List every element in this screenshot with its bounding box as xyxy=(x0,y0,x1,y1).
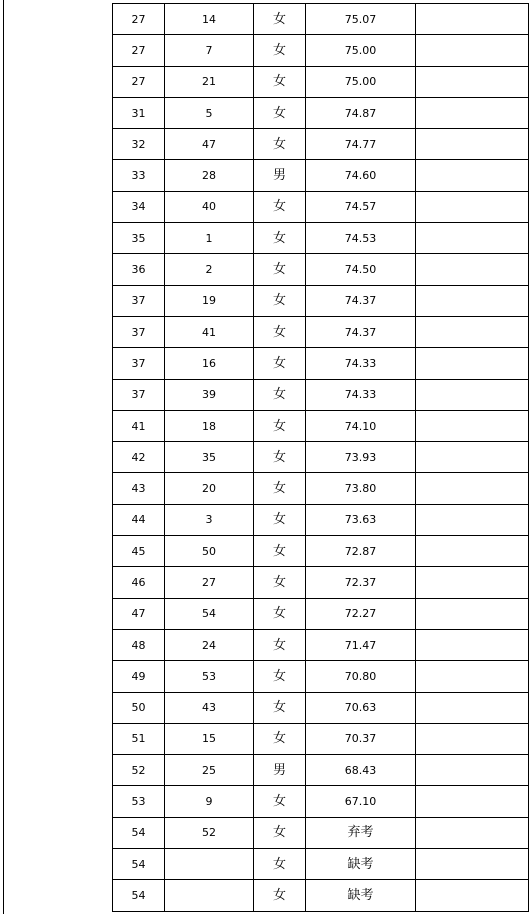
gender-cell: 女 xyxy=(254,598,306,629)
gender-cell: 女 xyxy=(254,723,306,754)
rank-cell: 35 xyxy=(113,223,165,254)
rank-cell: 31 xyxy=(113,97,165,128)
note-cell xyxy=(416,880,529,911)
score-cell: 73.80 xyxy=(306,473,416,504)
score-cell: 74.37 xyxy=(306,316,416,347)
rank-cell: 27 xyxy=(113,66,165,97)
candidate-number-cell: 9 xyxy=(165,786,254,817)
table-row xyxy=(113,254,529,285)
score-cell: 67.10 xyxy=(306,786,416,817)
candidate-number-cell: 27 xyxy=(165,567,254,598)
table-row xyxy=(113,849,529,880)
gender-cell: 女 xyxy=(254,504,306,535)
note-cell xyxy=(416,536,529,567)
note-cell xyxy=(416,849,529,880)
gender-cell: 女 xyxy=(254,536,306,567)
candidate-number-cell: 39 xyxy=(165,379,254,410)
rank-cell: 48 xyxy=(113,629,165,660)
rank-cell: 36 xyxy=(113,254,165,285)
score-cell: 75.07 xyxy=(306,4,416,35)
score-cell: 74.33 xyxy=(306,348,416,379)
score-cell: 72.27 xyxy=(306,598,416,629)
table-row xyxy=(113,473,529,504)
table-row xyxy=(113,536,529,567)
rank-cell: 27 xyxy=(113,35,165,66)
gender-cell: 女 xyxy=(254,661,306,692)
gender-cell: 男 xyxy=(254,160,306,191)
candidate-number-cell: 53 xyxy=(165,661,254,692)
gender-cell: 女 xyxy=(254,817,306,848)
gender-cell: 女 xyxy=(254,379,306,410)
note-cell xyxy=(416,191,529,222)
table-row xyxy=(113,817,529,848)
note-cell xyxy=(416,817,529,848)
results-table-body xyxy=(113,4,529,912)
gender-cell: 女 xyxy=(254,880,306,911)
note-cell xyxy=(416,786,529,817)
rank-cell: 37 xyxy=(113,285,165,316)
table-row xyxy=(113,348,529,379)
note-cell xyxy=(416,473,529,504)
note-cell xyxy=(416,379,529,410)
gender-cell: 女 xyxy=(254,316,306,347)
gender-cell: 女 xyxy=(254,4,306,35)
note-cell xyxy=(416,442,529,473)
candidate-number-cell: 7 xyxy=(165,35,254,66)
table-row xyxy=(113,160,529,191)
candidate-number-cell: 14 xyxy=(165,4,254,35)
table-row xyxy=(113,35,529,66)
score-cell: 74.33 xyxy=(306,379,416,410)
rank-cell: 43 xyxy=(113,473,165,504)
rank-cell: 50 xyxy=(113,692,165,723)
candidate-number-cell: 50 xyxy=(165,536,254,567)
rank-cell: 54 xyxy=(113,880,165,911)
table-row xyxy=(113,97,529,128)
table-row xyxy=(113,504,529,535)
gender-cell: 女 xyxy=(254,410,306,441)
table-row xyxy=(113,692,529,723)
score-cell: 75.00 xyxy=(306,66,416,97)
note-cell xyxy=(416,285,529,316)
rank-cell: 44 xyxy=(113,504,165,535)
candidate-number-cell: 47 xyxy=(165,129,254,160)
candidate-number-cell: 2 xyxy=(165,254,254,285)
table-row xyxy=(113,661,529,692)
candidate-number-cell: 35 xyxy=(165,442,254,473)
score-cell: 68.43 xyxy=(306,755,416,786)
page-margin-line xyxy=(3,0,4,914)
candidate-number-cell: 40 xyxy=(165,191,254,222)
results-table xyxy=(112,3,529,912)
score-cell: 73.63 xyxy=(306,504,416,535)
table-row xyxy=(113,285,529,316)
rank-cell: 41 xyxy=(113,410,165,441)
rank-cell: 52 xyxy=(113,755,165,786)
score-cell: 72.87 xyxy=(306,536,416,567)
rank-cell: 32 xyxy=(113,129,165,160)
note-cell xyxy=(416,254,529,285)
note-cell xyxy=(416,35,529,66)
note-cell xyxy=(416,661,529,692)
score-cell: 70.37 xyxy=(306,723,416,754)
gender-cell: 女 xyxy=(254,849,306,880)
candidate-number-cell xyxy=(165,849,254,880)
table-row xyxy=(113,598,529,629)
candidate-number-cell: 19 xyxy=(165,285,254,316)
table-row xyxy=(113,567,529,598)
gender-cell: 女 xyxy=(254,348,306,379)
note-cell xyxy=(416,348,529,379)
candidate-number-cell: 41 xyxy=(165,316,254,347)
rank-cell: 37 xyxy=(113,379,165,410)
candidate-number-cell: 1 xyxy=(165,223,254,254)
table-row xyxy=(113,316,529,347)
note-cell xyxy=(416,723,529,754)
table-row xyxy=(113,442,529,473)
score-cell: 70.63 xyxy=(306,692,416,723)
score-cell: 74.50 xyxy=(306,254,416,285)
gender-cell: 女 xyxy=(254,629,306,660)
table-row xyxy=(113,880,529,911)
table-row xyxy=(113,129,529,160)
candidate-number-cell: 28 xyxy=(165,160,254,191)
table-row xyxy=(113,410,529,441)
score-cell: 72.37 xyxy=(306,567,416,598)
gender-cell: 男 xyxy=(254,755,306,786)
note-cell xyxy=(416,223,529,254)
gender-cell: 女 xyxy=(254,473,306,504)
gender-cell: 女 xyxy=(254,35,306,66)
note-cell xyxy=(416,410,529,441)
candidate-number-cell: 3 xyxy=(165,504,254,535)
rank-cell: 54 xyxy=(113,817,165,848)
candidate-number-cell: 18 xyxy=(165,410,254,441)
candidate-number-cell: 25 xyxy=(165,755,254,786)
candidate-number-cell: 15 xyxy=(165,723,254,754)
note-cell xyxy=(416,66,529,97)
candidate-number-cell: 20 xyxy=(165,473,254,504)
gender-cell: 女 xyxy=(254,191,306,222)
gender-cell: 女 xyxy=(254,254,306,285)
candidate-number-cell: 54 xyxy=(165,598,254,629)
rank-cell: 45 xyxy=(113,536,165,567)
note-cell xyxy=(416,129,529,160)
score-cell: 74.60 xyxy=(306,160,416,191)
gender-cell: 女 xyxy=(254,786,306,817)
candidate-number-cell: 43 xyxy=(165,692,254,723)
rank-cell: 54 xyxy=(113,849,165,880)
score-cell: 弃考 xyxy=(306,817,416,848)
note-cell xyxy=(416,4,529,35)
score-cell: 74.10 xyxy=(306,410,416,441)
candidate-number-cell xyxy=(165,880,254,911)
table-row xyxy=(113,191,529,222)
rank-cell: 46 xyxy=(113,567,165,598)
score-cell: 缺考 xyxy=(306,849,416,880)
score-cell: 74.77 xyxy=(306,129,416,160)
table-row xyxy=(113,723,529,754)
note-cell xyxy=(416,692,529,723)
score-cell: 缺考 xyxy=(306,880,416,911)
gender-cell: 女 xyxy=(254,285,306,316)
candidate-number-cell: 21 xyxy=(165,66,254,97)
score-cell: 74.87 xyxy=(306,97,416,128)
gender-cell: 女 xyxy=(254,66,306,97)
candidate-number-cell: 16 xyxy=(165,348,254,379)
gender-cell: 女 xyxy=(254,442,306,473)
note-cell xyxy=(416,316,529,347)
note-cell xyxy=(416,97,529,128)
table-row xyxy=(113,379,529,410)
rank-cell: 47 xyxy=(113,598,165,629)
table-row xyxy=(113,4,529,35)
rank-cell: 42 xyxy=(113,442,165,473)
gender-cell: 女 xyxy=(254,97,306,128)
note-cell xyxy=(416,598,529,629)
rank-cell: 49 xyxy=(113,661,165,692)
table-row xyxy=(113,223,529,254)
note-cell xyxy=(416,755,529,786)
rank-cell: 51 xyxy=(113,723,165,754)
gender-cell: 女 xyxy=(254,129,306,160)
rank-cell: 37 xyxy=(113,316,165,347)
table-row xyxy=(113,755,529,786)
score-cell: 71.47 xyxy=(306,629,416,660)
candidate-number-cell: 52 xyxy=(165,817,254,848)
gender-cell: 女 xyxy=(254,567,306,598)
score-cell: 74.37 xyxy=(306,285,416,316)
note-cell xyxy=(416,629,529,660)
score-cell: 75.00 xyxy=(306,35,416,66)
note-cell xyxy=(416,160,529,191)
score-cell: 74.53 xyxy=(306,223,416,254)
score-cell: 70.80 xyxy=(306,661,416,692)
rank-cell: 33 xyxy=(113,160,165,191)
candidate-number-cell: 24 xyxy=(165,629,254,660)
rank-cell: 53 xyxy=(113,786,165,817)
note-cell xyxy=(416,504,529,535)
score-cell: 73.93 xyxy=(306,442,416,473)
gender-cell: 女 xyxy=(254,692,306,723)
table-row xyxy=(113,66,529,97)
rank-cell: 37 xyxy=(113,348,165,379)
gender-cell: 女 xyxy=(254,223,306,254)
table-row xyxy=(113,786,529,817)
rank-cell: 27 xyxy=(113,4,165,35)
table-row xyxy=(113,629,529,660)
candidate-number-cell: 5 xyxy=(165,97,254,128)
score-cell: 74.57 xyxy=(306,191,416,222)
note-cell xyxy=(416,567,529,598)
rank-cell: 34 xyxy=(113,191,165,222)
